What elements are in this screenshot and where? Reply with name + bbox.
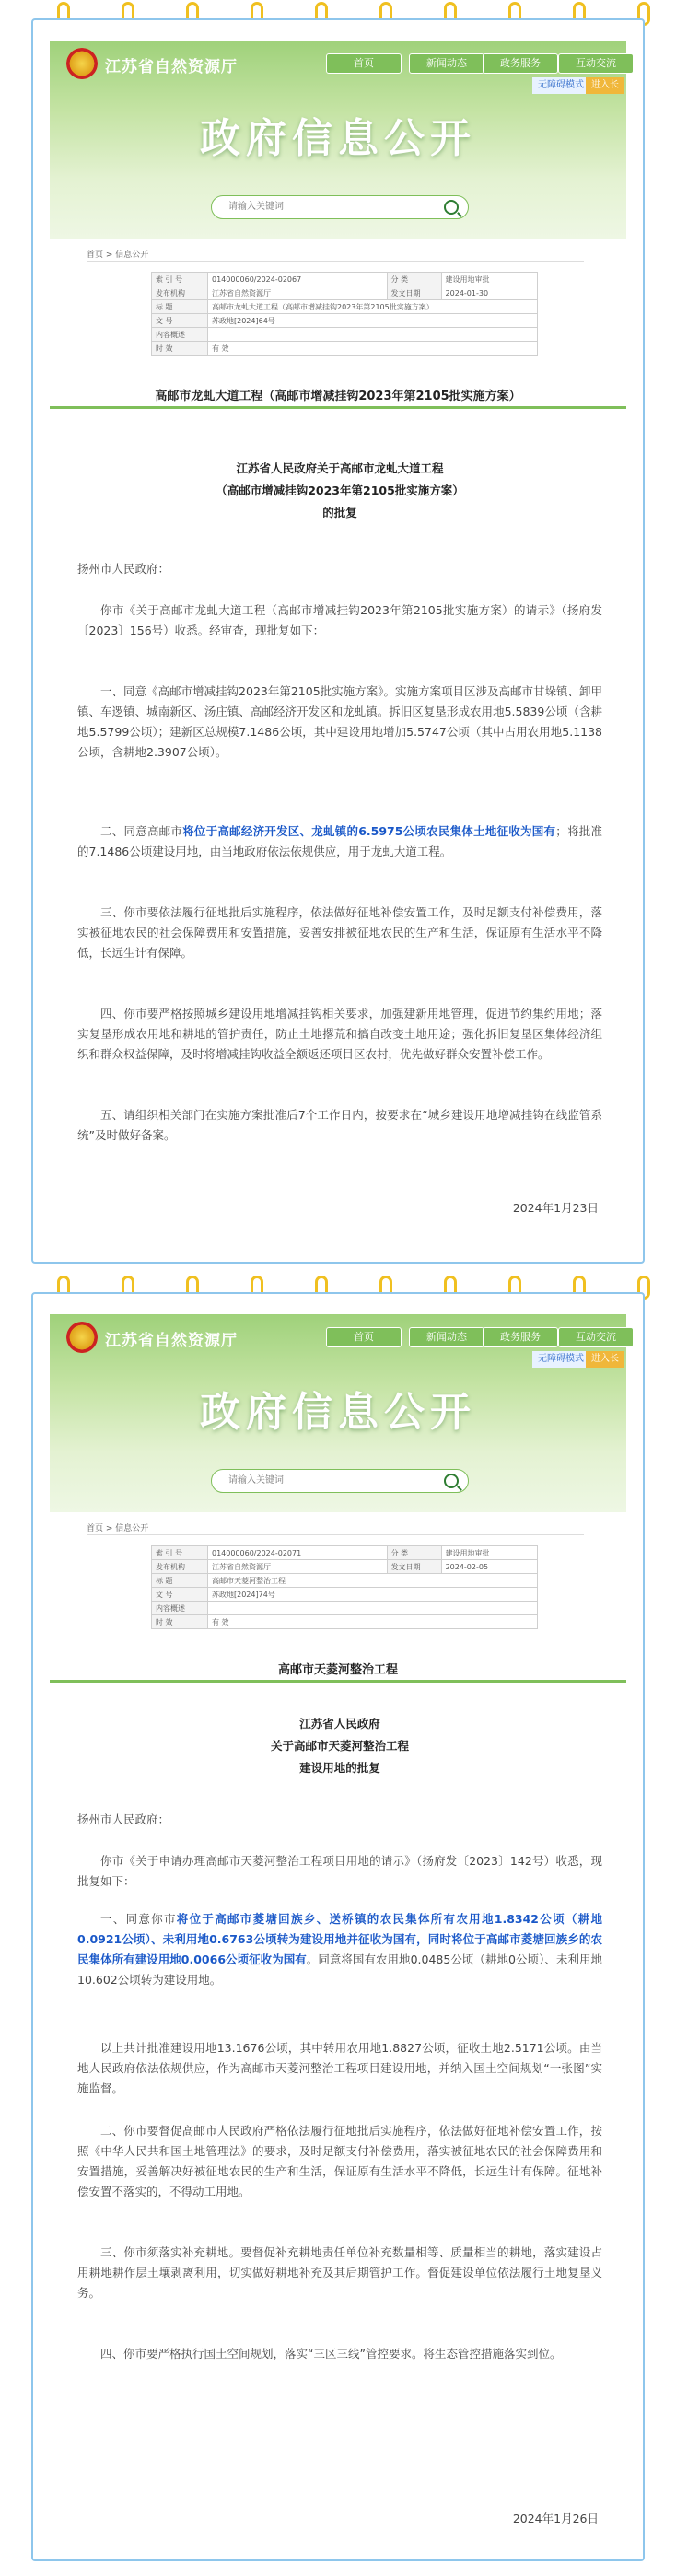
meta-value: 014000060/2024-02071 (208, 1546, 388, 1560)
meta-key: 时 效 (152, 1615, 208, 1629)
enter-old-link[interactable]: 进入长 (586, 1351, 624, 1368)
meta-value (208, 328, 538, 342)
site-banner (50, 1314, 626, 1512)
heading-line: 建设用地的批复 (299, 1761, 380, 1775)
divider (50, 1680, 626, 1683)
text: 。同意将国有农用地0.0485公顷（耕地0公顷）、未利用地10.602公顷转为建设用地。 (77, 1952, 602, 1987)
meta-key: 发文日期 (387, 286, 441, 300)
meta-key: 发文日期 (387, 1560, 441, 1574)
breadcrumb[interactable]: 首页 > 信息公开 (87, 1524, 149, 1533)
barrier-free-link[interactable]: 无障碍模式 (532, 77, 589, 94)
meta-value: 建设用地审批 (441, 273, 537, 286)
reply-heading (33, 1713, 645, 1779)
nav-home[interactable]: 首页 (326, 1327, 402, 1347)
meta-value: 有 效 (208, 1615, 538, 1629)
paragraph: 二、你市要督促高邮市人民政府严格依法履行征地批后实施程序，依法做好征地补偿安置工作，按照《中华人民共和国土地管理法》的要求，及时足额支付补偿费用，落实被征地农民的社会保障费用和安置措施，妥善解决好被征地农民的生产和生活，保证原有生活水平不降低，长远生计有保障。征地补偿安置不落实的，不得动工用地。 (77, 2124, 602, 2198)
nav-news[interactable]: 新闻动态 (409, 53, 484, 74)
paragraph: 四、你市要严格按照城乡建设用地增减挂钩相关要求，加强建新用地管理，促进节约集约用地；落实复垦形成农用地和耕地的管护责任，防止土地撂荒和搞自改变土地用途；强化拆旧复垦区集体经济组织和群众权益保障，及时将增减挂钩收益全额返还项目区农村，优先做好群众安置补偿工作。 (77, 1007, 602, 1061)
meta-key: 索 引 号 (152, 1546, 208, 1560)
meta-value: 苏政地[2024]64号 (208, 314, 538, 328)
heading-line: 江苏省人民政府 (299, 1717, 380, 1731)
paragraph: 以上共计批准建设用地13.1676公顷，其中转用农用地1.8827公顷，征收土地2.5171公顷。由当地人民政府依法依规供应，作为高邮市天菱河整治工程项目建设用地，并纳入国土空间规划“一张图”实施监督。 (77, 2041, 602, 2095)
site-banner (50, 41, 626, 239)
info-detail (50, 239, 626, 414)
paragraph: 三、你市要依法履行征地批后实施程序，依法做好征地补偿安置工作，及时足额支付补偿费用，落实被征地农民的社会保障费用和安置措施，妥善安排被征地农民的生产和生活，保证原有生活水平不降低，长远生计有保障。 (77, 905, 602, 960)
nav-services[interactable]: 政务服务 (483, 1327, 558, 1347)
meta-key: 时 效 (152, 342, 208, 356)
doc-date: 2024年1月26日 (512, 2512, 599, 2525)
enter-old-link[interactable]: 进入长 (586, 77, 624, 94)
addressee: 扬州市人民政府： (77, 562, 170, 576)
nav-services[interactable]: 政务服务 (483, 53, 558, 74)
site-name[interactable]: 江苏省自然资源厅 (105, 1332, 238, 1350)
meta-value: 014000060/2024-02067 (208, 273, 388, 286)
divider (50, 406, 626, 409)
document-card-2 (31, 1292, 645, 2561)
paragraph: 五、请组织相关部门在实施方案批准后7个工作日内，按要求在“城乡建设用地增减挂钩在线监管系统”及时做好备案。 (77, 1108, 602, 1142)
meta-key: 内容概述 (152, 328, 208, 342)
meta-value: 建设用地审批 (441, 1546, 537, 1560)
search-box[interactable] (211, 1469, 469, 1493)
search-icon[interactable] (444, 1474, 459, 1488)
meta-key: 文 号 (152, 1588, 208, 1602)
meta-key: 标 题 (152, 300, 208, 314)
national-emblem-icon (66, 1322, 98, 1353)
divider (87, 261, 584, 262)
text: ；将批准的7.1486公顷建设用地，由当地政府依法依规供应，用于龙虬大道工程。 (77, 824, 602, 858)
meta-table (151, 272, 538, 356)
search-input[interactable] (227, 201, 414, 213)
doc-title: 高邮市天菱河整治工程 (277, 1663, 398, 1677)
text: 二、同意高邮市 (100, 824, 183, 838)
search-box[interactable] (211, 195, 469, 219)
paragraph (77, 822, 602, 862)
heading-line: 的批复 (322, 506, 357, 519)
meta-key: 发布机构 (152, 1560, 208, 1574)
paragraph: 你市《关于申请办理高邮市天菱河整治工程项目用地的请示》（扬府发〔2023〕142号）收悉，现批复如下： (77, 1854, 602, 1888)
meta-value: 2024-02-05 (441, 1560, 537, 1574)
barrier-free-link[interactable]: 无障碍模式 (532, 1351, 589, 1368)
text: 一、同意你市 (100, 1912, 177, 1926)
meta-key: 分 类 (387, 273, 441, 286)
site-name[interactable]: 江苏省自然资源厅 (105, 58, 238, 76)
paragraph: 四、你市要严格执行国土空间规划，落实“三区三线”管控要求。将生态管控措施落实到位。 (100, 2347, 562, 2360)
meta-value: 高邮市龙虬大道工程（高邮市增减挂钩2023年第2105批实施方案） (208, 300, 538, 314)
meta-key: 标 题 (152, 1574, 208, 1588)
banner-title: 政府信息公开 (200, 115, 476, 162)
doc-date: 2024年1月23日 (512, 1201, 599, 1215)
document-card-1 (31, 18, 645, 1264)
national-emblem-icon (66, 48, 98, 79)
meta-value: 江苏省自然资源厅 (208, 1560, 388, 1574)
heading-line: 关于高邮市天菱河整治工程 (270, 1739, 409, 1753)
meta-value: 有 效 (208, 342, 538, 356)
heading-line: （高邮市增减挂钩2023年第2105批实施方案） (216, 484, 464, 497)
highlight-text: 将位于高邮经济开发区、龙虬镇的6.5975公顷农民集体土地征收为国有 (182, 824, 556, 838)
addressee: 扬州市人民政府： (77, 1813, 170, 1826)
meta-value (208, 1602, 538, 1615)
nav-interaction[interactable]: 互动交流 (558, 1327, 634, 1347)
divider (87, 1534, 584, 1535)
reply-heading (33, 458, 645, 524)
highlight-text: 将位于高邮市菱塘回族乡、送桥镇的农民集体所有农用地1.8342公顷（耕地0.0921公顷）、未利用地0.6763公顷转为建设用地并征收为国有，同时将位于高邮市菱塘回族乡的农民集体所有建设用地0.0066公顷征收为国有 (77, 1912, 602, 1966)
meta-key: 发布机构 (152, 286, 208, 300)
info-detail (50, 1512, 626, 1687)
search-input[interactable] (227, 1474, 414, 1486)
paragraph: 你市《关于高邮市龙虬大道工程（高邮市增减挂钩2023年第2105批实施方案）的请示》（扬府发〔2023〕156号）收悉。经审查，现批复如下： (77, 603, 602, 637)
meta-table (151, 1545, 538, 1629)
heading-line: 江苏省人民政府关于高邮市龙虬大道工程 (236, 461, 444, 475)
nav-home[interactable]: 首页 (326, 53, 402, 74)
meta-key: 索 引 号 (152, 273, 208, 286)
meta-key: 内容概述 (152, 1602, 208, 1615)
meta-value: 2024-01-30 (441, 286, 537, 300)
search-icon[interactable] (444, 200, 459, 215)
paragraph: 三、你市须落实补充耕地。要督促补充耕地责任单位补充数量相等、质量相当的耕地，落实建设占用耕地耕作层土壤剥离利用，切实做好耕地补充及其后期管护工作。督促建设单位依法履行土地复垦义务。 (77, 2245, 602, 2300)
nav-news[interactable]: 新闻动态 (409, 1327, 484, 1347)
meta-value: 江苏省自然资源厅 (208, 286, 388, 300)
meta-key: 分 类 (387, 1546, 441, 1560)
meta-value: 苏政地[2024]74号 (208, 1588, 538, 1602)
meta-key: 文 号 (152, 314, 208, 328)
banner-title: 政府信息公开 (200, 1389, 476, 1436)
breadcrumb[interactable]: 首页 > 信息公开 (87, 251, 149, 260)
paragraph: 一、同意《高邮市增减挂钩2023年第2105批实施方案》。实施方案项目区涉及高邮市甘垛镇、卸甲镇、车逻镇、城南新区、汤庄镇、高邮经济开发区和龙虬镇。拆旧区复垦形成农用地5.5839公顷（含耕地5.5799公顷）；建新区总规模7.1486公顷，其中建设用地增加5.5747公顷（其中占用农用地5.1138公顷，含耕地2.3907公顷）。 (77, 684, 602, 759)
paragraph (77, 1909, 602, 1990)
nav-interaction[interactable]: 互动交流 (558, 53, 634, 74)
doc-title: 高邮市龙虬大道工程（高邮市增减挂钩2023年第2105批实施方案） (155, 390, 521, 403)
meta-value: 高邮市天菱河整治工程 (208, 1574, 538, 1588)
